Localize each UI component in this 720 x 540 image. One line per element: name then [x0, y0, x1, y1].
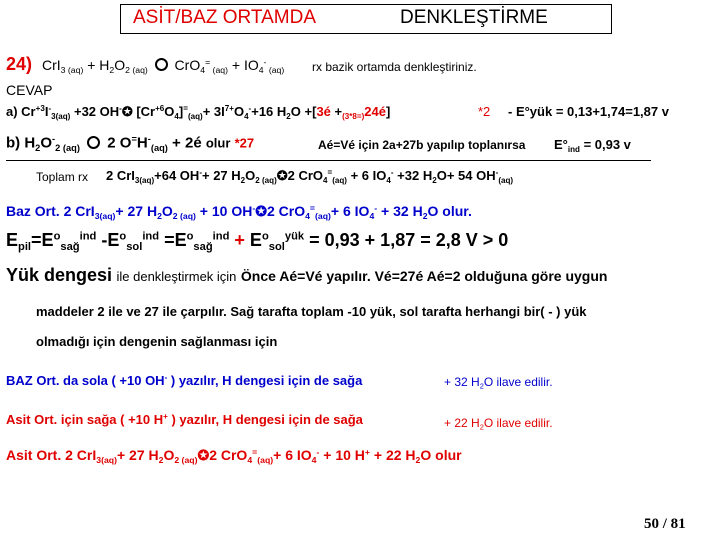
charge-balance-line2: maddeler 2 ile ve 27 ile çarpılır. Sağ tarafta toplam -10 yük, sol tarafta herhangi bir( - ) yük — [36, 304, 587, 319]
oxidation-multiplier: *2 — [478, 104, 491, 119]
charge-balance-small: ile denkleştirmek için — [116, 269, 237, 284]
charge-balance-rest: Önce Aé=Vé yapılır. Vé=27é Aé=2 olduğuna göre uygun — [240, 268, 608, 284]
answer-label: CEVAP — [6, 82, 53, 98]
reduction-potential: $E^\circ_{ind} = 0,93$ v — [554, 137, 631, 154]
acid-rule: Asit Ort. için sağa ( +10 H+ ) yazılır, H dengesi için de sağa — [6, 412, 363, 427]
acid-equation: Asit Ort. 2 CrI$_{3(aq)}$+ 27 $H_2O_{2 (aq)}✪2$ CrO$_4$=$_{(aq)}$+ 6 $IO_4^- + 10$ H+ + 22 $H_2O$ olur — [6, 447, 462, 466]
reduction-half-reaction: b) $H_2O^-_{2 (aq)}$ 2 $O^=H^-_{(aq)}$ + 2é olur *27 — [6, 134, 255, 153]
total-label: Toplam rx — [36, 170, 89, 184]
title-left: ASİT/BAZ ORTAMDA — [133, 7, 316, 28]
charge-balance-line1 — [6, 265, 607, 286]
oxidation-potential: - E°yük = 0,13+1,74=1,87 v — [508, 104, 669, 119]
title-right: DENKLEŞTİRME — [400, 7, 548, 28]
oxidation-half-reaction: a) $Cr^{+3}I^-_{3(aq)} +32$ OH-✪ $[Cr^{+6}O_4]^=_{(aq)}+ 3I^{7+}O_4^-+16$ $H_2O$ +[3é $+_{(3*8=)}24é$] — [6, 104, 391, 121]
question-formula: $CrI_{3 (aq)} + H_2O_{2 (aq)}$ CrO$_4$= $_{(aq)} + IO_4^-$ $_{(aq)}$ — [42, 57, 285, 76]
cell-potential: $E_{pil}=E^o_{sağ}^{ind}$ $-E^o_{sol}^{ind} =E^o_{sağ}^{ind} + E^o_{sol}^{yük} = 0,93 + 1,87 = 2,8$ V > 0 — [6, 230, 509, 253]
base-rule: BAZ Ort. da sola ( +10 OH- ) yazılır, H dengesi için de sağa — [6, 373, 363, 388]
charge-balance-title: Yük dengesi — [6, 265, 113, 285]
charge-balance-line3: olmadığı için dengenin sağlanması için — [36, 334, 278, 349]
page-number: 50 / 81 — [644, 516, 686, 532]
base-rule-tail: + 32 $H_2O$ ilave edilir. — [444, 375, 553, 391]
base-equation: Baz Ort. 2 CrI$_{3(aq)}$+ 27 $H_2O_{2 (aq)} + 10$ OH-✪2 CrO$_4$=$_{(aq)}$+ 6 $IO_4^- + 32$ $H_2O$ olur. — [6, 203, 472, 222]
total-equation: 2 CrI$_{3(aq)}$+64 OH-+ 27 $H_2O_{2 (aq)}✪2$ CrO$_4$=$_{(aq)}$ + 6 $IO_4^- +32$ $H_2O+ 54$ $OH^-_{(aq)}$ — [106, 168, 514, 185]
sum-divider — [6, 160, 651, 161]
question-instruction: rx bazik ortamda denkleştiriniz. — [312, 60, 477, 74]
acid-rule-tail: + 22 $H_2O$ ilave edilir. — [444, 416, 553, 432]
question-number: 24) — [6, 54, 33, 74]
reduction-condition: Aé=Vé için 2a+27b yapılıp toplanırsa — [318, 138, 526, 152]
